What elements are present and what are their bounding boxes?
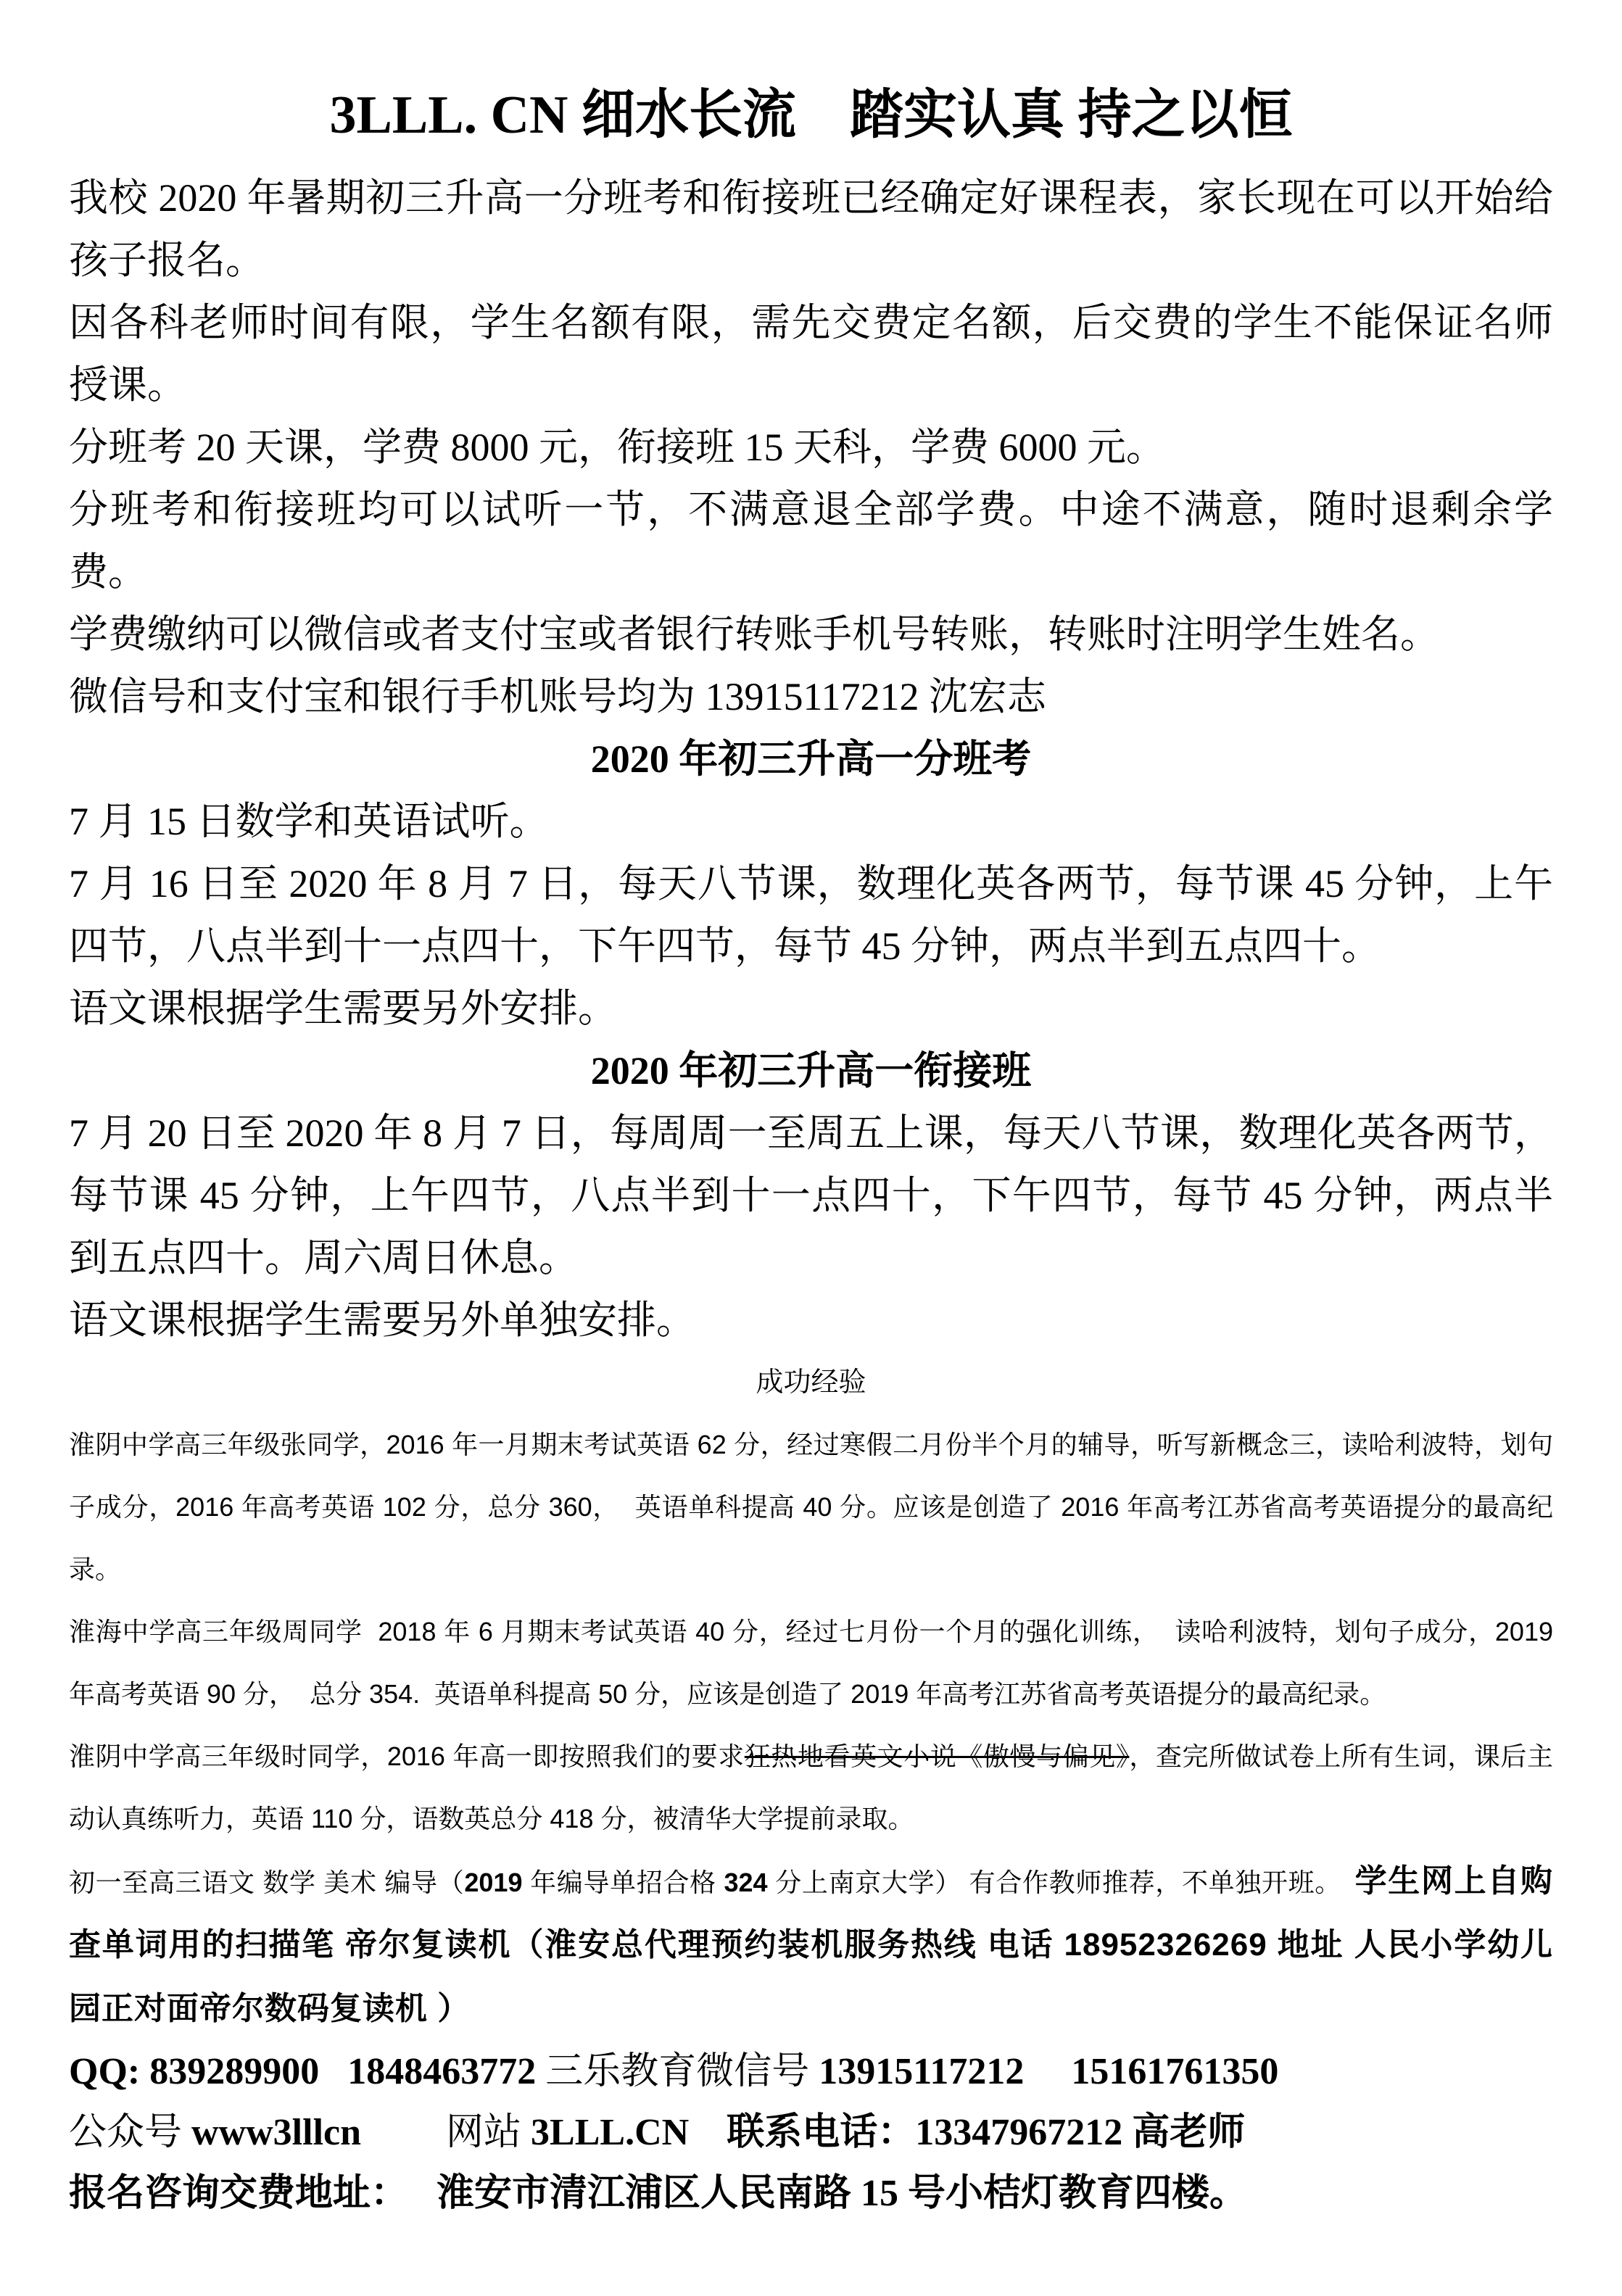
intro-paragraph-signup: 我校 2020 年暑期初三升高一分班考和衔接班已经确定好课程表，家长现在可以开始给孩子报名。 <box>69 176 1553 282</box>
text-run: 学生网上自购查单词用的扫描笔 帝尔复读机（淮安总代理预约装机服务热线 电话 18952326269 地址 人民小学幼儿园正对面帝尔数码复读机 ） <box>69 1863 1553 2026</box>
intro-paragraph-payment-account: 微信号和支付宝和银行手机账号均为 13915117212 沈宏志 <box>69 675 1046 718</box>
wechat-website-line <box>69 2102 1553 2163</box>
success-story-zhou: 淮海中学高三年级周同学 2018 年 6 月期末考试英语 40 分，经过七月份一个月的强化训练， 读哈利波特，划句子成分，2019 年高考英语 90 分， 总分 354. 英语单科提高 50 分，应该是创造了 2019 年高考江苏省高考英语提分的最高纪录。 <box>69 1617 1561 1709</box>
intro-paragraph-refund: 分班考和衔接班均可以试听一节，不满意退全部学费。中途不满意，随时退剩余学费。 <box>69 488 1553 594</box>
text-run: 324 <box>724 1868 768 1897</box>
placement-schedule: 7 月 16 日至 2020 年 8 月 7 日，每天八节课，数理化英各两节，每节课 45 分钟，上午四节，八点半到十一点四十，下午四节，每节 45 分钟，两点半到五点四十。 <box>69 862 1553 968</box>
text-run: 网站 <box>361 2112 531 2153</box>
text-run: 2019 <box>464 1868 523 1897</box>
qq-contact-line <box>69 2042 1553 2102</box>
success-heading: 成功经验 <box>756 1367 866 1398</box>
text-run: www3lllcn <box>191 2112 362 2153</box>
text-run: 联系电话：13347967212 高老师 <box>689 2112 1246 2153</box>
text-run: 狂热地看英文小说《傲慢与偏见》 <box>744 1741 1130 1771</box>
intro-paragraph-payment: 学费缴纳可以微信或者支付宝或者银行转账手机号转账，转账时注明学生姓名。 <box>69 613 1439 656</box>
text-run: ，查完所做试卷上所有生词，课后主动认真练听力，英语 110 分，语数英总分 418 分，被清华大学提前录取。 <box>69 1741 1553 1833</box>
text-run: QQ: 839289900 1848463772 <box>69 2051 546 2092</box>
bridge-class-heading: 2020 年初三升高一衔接班 <box>590 1049 1032 1093</box>
intro-paragraph-quota: 因各科老师时间有限，学生名额有限，需先交费定名额，后交费的学生不能保证名师授课。 <box>69 301 1553 407</box>
text-run: 公众号 <box>69 2112 192 2153</box>
placement-chinese-note: 语文课根据学生需要另外安排。 <box>69 987 617 1030</box>
intro-paragraph-tuition: 分班考 20 天课，学费 8000 元，衔接班 15 天科，学费 6000 元。 <box>69 426 1165 469</box>
success-story-shi <box>69 1725 1553 1850</box>
bridge-chinese-note: 语文课根据学生需要另外单独安排。 <box>69 1298 695 1342</box>
text-run: 三乐教育微信号 <box>545 2051 819 2092</box>
text-run: 13915117212 15161761350 <box>819 2051 1279 2092</box>
success-story-zhang: 淮阴中学高三年级张同学，2016 年一月期末考试英语 62 分，经过寒假二月份半个月的辅导，听写新概念三，读哈利波特，划句子成分，2016 年高考英语 102 分，总分 360， 英语单科提高 40 分。应该是创造了 2016 年高考江苏省高考英语提分的最高纪录。 <box>69 1430 1553 1584</box>
placement-exam-heading: 2020 年初三升高一分班考 <box>590 737 1032 781</box>
page-title: 3LLL. CN 细水长流 踏实认真 持之以恒 <box>329 86 1293 145</box>
text-run: 分上南京大学） 有合作教师推荐，不单独开班。 <box>767 1868 1355 1897</box>
placement-trial-date: 7 月 15 日数学和英语试听。 <box>69 800 549 843</box>
text-run: 初一至高三语文 数学 美术 编导（ <box>69 1868 465 1897</box>
text-run: 淮阴中学高三年级时同学，2016 年高一即按照我们的要求 <box>69 1741 745 1771</box>
text-run: 年编导单招合格 <box>522 1868 724 1897</box>
courses-and-devices-paragraph <box>69 1850 1553 2042</box>
registration-address-line <box>69 2163 1553 2224</box>
bridge-schedule: 7 月 20 日至 2020 年 8 月 7 日，每周周一至周五上课，每天八节课，数理化英各两节，每节课 45 分钟，上午四节，八点半到十一点四十，下午四节，每节 45 分钟，两点半到五点四十。周六周日休息。 <box>69 1111 1553 1280</box>
text-run: 报名咨询交费地址： 淮安市清江浦区人民南路 15 号小桔灯教育四楼。 <box>69 2173 1248 2214</box>
text-run: 3LLL.CN <box>531 2112 690 2153</box>
